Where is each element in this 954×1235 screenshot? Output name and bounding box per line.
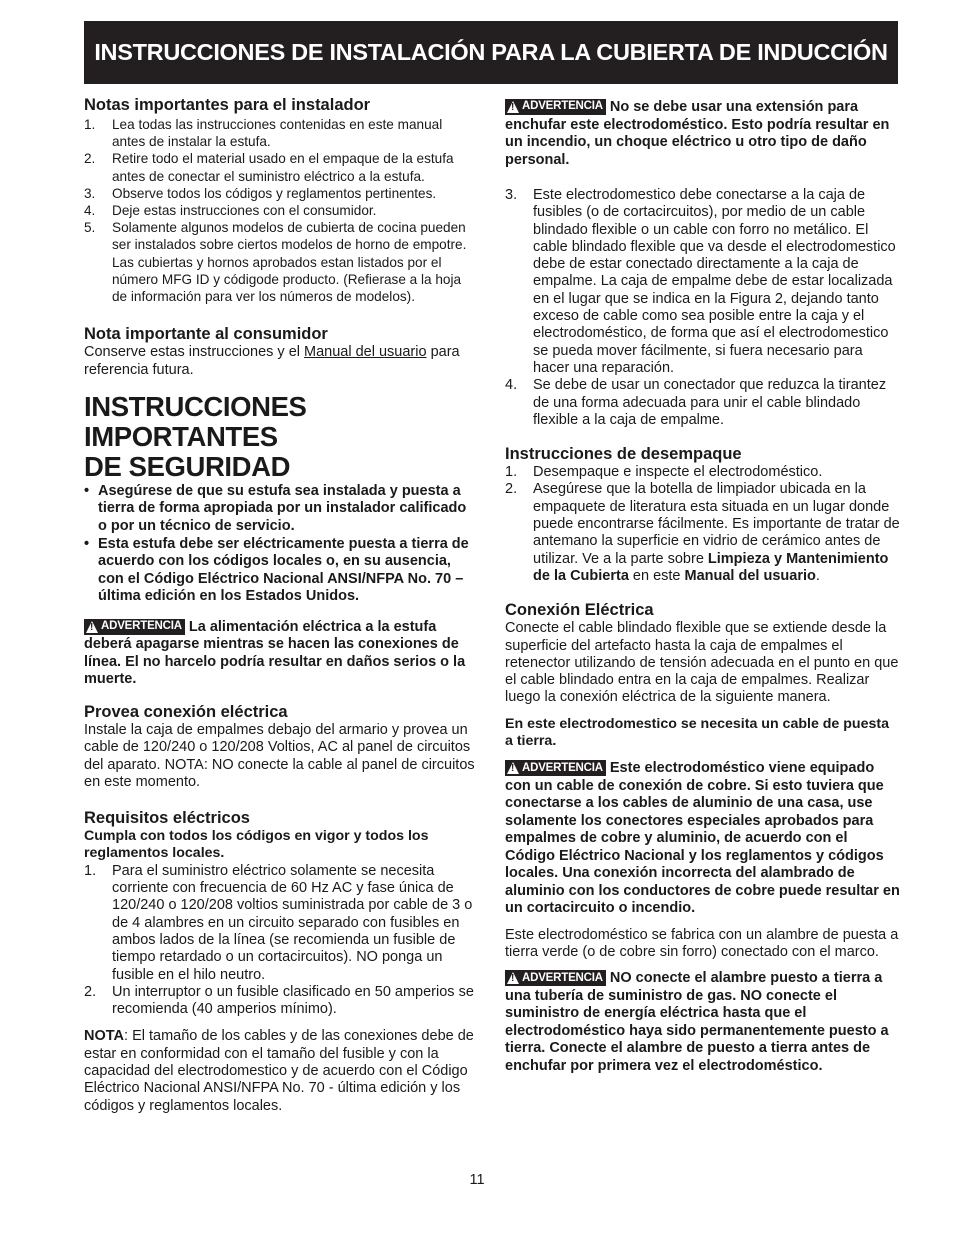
list-item: • Esta estufa debe ser eléctricamente puesta a tierra de acuerdo con los códigos locales o, en su ausencia, con el Código Eléctrico Nacional ANSI/NFPA No. 70 – última edición en los Estados Unidos. bbox=[84, 535, 469, 605]
list-item: 5. Solamente algunos modelos de cubierta de cocina pueden ser instalados sobre ciertos modelos de horno de empotre. Las cubiertas y hornos aprobados estan listados por el número MFG ID y códigode producto. (Refierase a la hoja de información para ver los números de modelos). bbox=[84, 220, 467, 305]
warning-badge: ! ADVERTENCIA bbox=[505, 970, 606, 986]
warning-aluminum-wiring: ! ADVERTENCIA Este electrodoméstico viene equipado con un cable de conexión de cobre. Si esto tuviera que conectarse a los cables de aluminio de una casa, use solamente los conectores especiales aprobados para empalmes de cobre y aluminio, de acuerdo con el Código Eléctrico Nacional y los reglamentos y códigos locales. Una conexión incorrecta del alambrado de aluminio con los conductores de cobre puede resultar en un cortacircuito o incendio. bbox=[505, 760, 900, 918]
warning-triangle-icon bbox=[86, 621, 98, 633]
consumer-note-text: Conserve estas instrucciones y el Manual del usuario para referencia futura. bbox=[84, 344, 460, 378]
connection-title: Provea conexión eléctrica bbox=[84, 702, 288, 721]
header-banner bbox=[84, 21, 898, 84]
list-item: 4. Se debe de usar un conectador que reduzca la tirantez de una forma adecuada para unir el cable blindado flexible a la caja de empalme. bbox=[505, 377, 887, 428]
left-column bbox=[84, 95, 478, 1115]
safety-bullets bbox=[84, 483, 478, 606]
warning-power-off: ! ADVERTENCIA La alimentación eléctrica a la estufa deberá apagarse mientras se hacen las conexiones de línea. El no harcelo podría resultar en daños serios o la muerte. bbox=[84, 619, 478, 689]
list-item: 1. Lea todas las instrucciones contenidas en este manual antes de instalar la estufa. bbox=[84, 117, 443, 150]
list-item: 2. Asegúrese que la botella de limpiador ubicada en la empaquete de literatura esta situada en un lugar donde puede encontrarse fácilmente. Es importante de tratar de antemano la superficie en vidrio de cerámico antes de utilizar. Ve a la parte sobre Limpieza y Mantenimiento de la Cubierta en este Manual del usuario. bbox=[505, 481, 900, 584]
warning-badge: ! ADVERTENCIA bbox=[505, 760, 606, 776]
warning-triangle-icon bbox=[507, 101, 519, 113]
electrical-connection-text: Conecte el cable blindado flexible que se extiende desde la superficie del artefacto hasta la caja de empalmes el retenector utilizando de tensión adecuada en el punto en que el cable blindado entra en la caja de empalmes. Realizar luego la conexión eléctrica de la siguiente manera. bbox=[505, 620, 899, 706]
installer-notes-title: Notas importantes para el instalador bbox=[84, 96, 371, 114]
list-item: 2. Retire todo el material usado en el empaque de la estufa antes de conectar el suministro eléctrico a la estufa. bbox=[84, 151, 454, 184]
list-item: 3. Este electrodomestico debe conectarse a la caja de fusibles (o de cortacircuitos), por medio de un cable blindado flexible o un cable con forro no metálico. El cable blindado flexible que va desde el electrodomestico debe de estar conectado directamente a la caja de empalme. La caja de empalme debe de estar localizada en el lugar que se indica en la Figura 2, dejando tanto exceso de cable como sea posible entre la caja y el electrodoméstico, de forma que así el electrodomestico se pueda mover fácilmente, si fuera necesario para hacer una reparación. bbox=[505, 187, 896, 376]
ground-wire-text: Este electrodoméstico se fabrica con un alambre de puesta a tierra verde (o de cobre sin forro) conectado con el marco. bbox=[505, 926, 899, 961]
electrical-connection-title: Conexión Eléctrica bbox=[505, 601, 654, 620]
consumer-note-title: Nota importante al consumidor bbox=[84, 325, 328, 344]
page-number: 11 bbox=[469, 1172, 485, 1188]
ground-cable-note: En este electrodomestico se necesita un cable de puesta a tierra. bbox=[505, 715, 889, 750]
requirements-intro: Cumpla con todos los códigos en vigor y todos los reglamentos locales. bbox=[84, 828, 429, 862]
unpack-title: Instrucciones de desempaque bbox=[505, 445, 742, 464]
warning-gas-pipe: ! ADVERTENCIA NO conecte el alambre puesto a tierra a una tubería de suministro de gas. NO conecte el suministro de energía eléctrica hasta que el electrodoméstico haya sido permanentemente puesto a tierra. Conecte el alambre de puesto a tierra antes de enchufar por primera vez el electrodoméstico. bbox=[505, 970, 900, 1075]
requirements-note: NOTA: El tamaño de los cables y de las conexiones debe de estar en conformidad con el tamaño del fusible y con la capacidad del electrodomestico y de acuerdo con el Código Eléctrico Nacional ANSI/NFPA No. 70 - última edición y los códigos y reglamentos locales. bbox=[84, 1028, 474, 1114]
warning-badge: ! ADVERTENCIA bbox=[505, 99, 606, 115]
unpack-list bbox=[505, 464, 900, 585]
connection-steps-list bbox=[505, 187, 900, 429]
list-item: 1. Para el suministro eléctrico solamente se necesita corriente con frecuencia de 60 Hz AC y fase única de 120/240 o 120/208 voltios suministrada por cable de 3 o de 4 alambres en un circuito separado con fusibles en ambos lados de la línea (se recomienda un fusible de tiempo retardado o un cortacircuitos). NO ponga un fusible en el hilo neutro. bbox=[84, 862, 473, 983]
safety-title: INSTRUCCIONES IMPORTANTES DE SEGURIDAD bbox=[84, 390, 307, 482]
warning-triangle-icon bbox=[507, 762, 519, 774]
installer-notes-list bbox=[84, 116, 478, 305]
list-item: 1. Desempaque e inspecte el electrodoméstico. bbox=[505, 464, 823, 481]
warning-badge: ! ADVERTENCIA bbox=[84, 619, 185, 635]
warning-triangle-icon bbox=[507, 972, 519, 984]
warning-extension-cord: ! ADVERTENCIA No se debe usar una extensión para enchufar este electrodoméstico. Esto podría resultar en un incendio, un choque eléctrico u otro tipo de daño personal. bbox=[505, 99, 900, 169]
list-item: • Asegúrese de que su estufa sea instalada y puesta a tierra de forma apropiada por un instalador calificado o por un técnico de servicio. bbox=[84, 482, 467, 535]
requirements-title: Requisitos eléctricos bbox=[84, 809, 250, 828]
list-item: 4. Deje estas instrucciones con el consumidor. bbox=[84, 203, 377, 219]
requirements-list bbox=[84, 863, 478, 1019]
page-title: INSTRUCCIONES DE INSTALACIÓN PARA LA CUBIERTA DE INDUCCIÓN bbox=[94, 39, 888, 65]
list-item: 3. Observe todos los códigos y reglamentos pertinentes. bbox=[84, 185, 437, 201]
list-item: 2. Un interruptor o un fusible clasificado en 50 amperios se recomienda (40 amperios mínimo). bbox=[84, 983, 474, 1018]
right-column bbox=[505, 95, 900, 1075]
user-manual-link[interactable]: Manual del usuario bbox=[304, 344, 427, 361]
connection-text: Instale la caja de empalmes debajo del armario y provea un cable de 120/240 o 120/208 Voltios, AC al panel de circuitos del aparato. NOTA: NO conecte la cable al panel de circuitos en este momento. bbox=[84, 721, 475, 790]
